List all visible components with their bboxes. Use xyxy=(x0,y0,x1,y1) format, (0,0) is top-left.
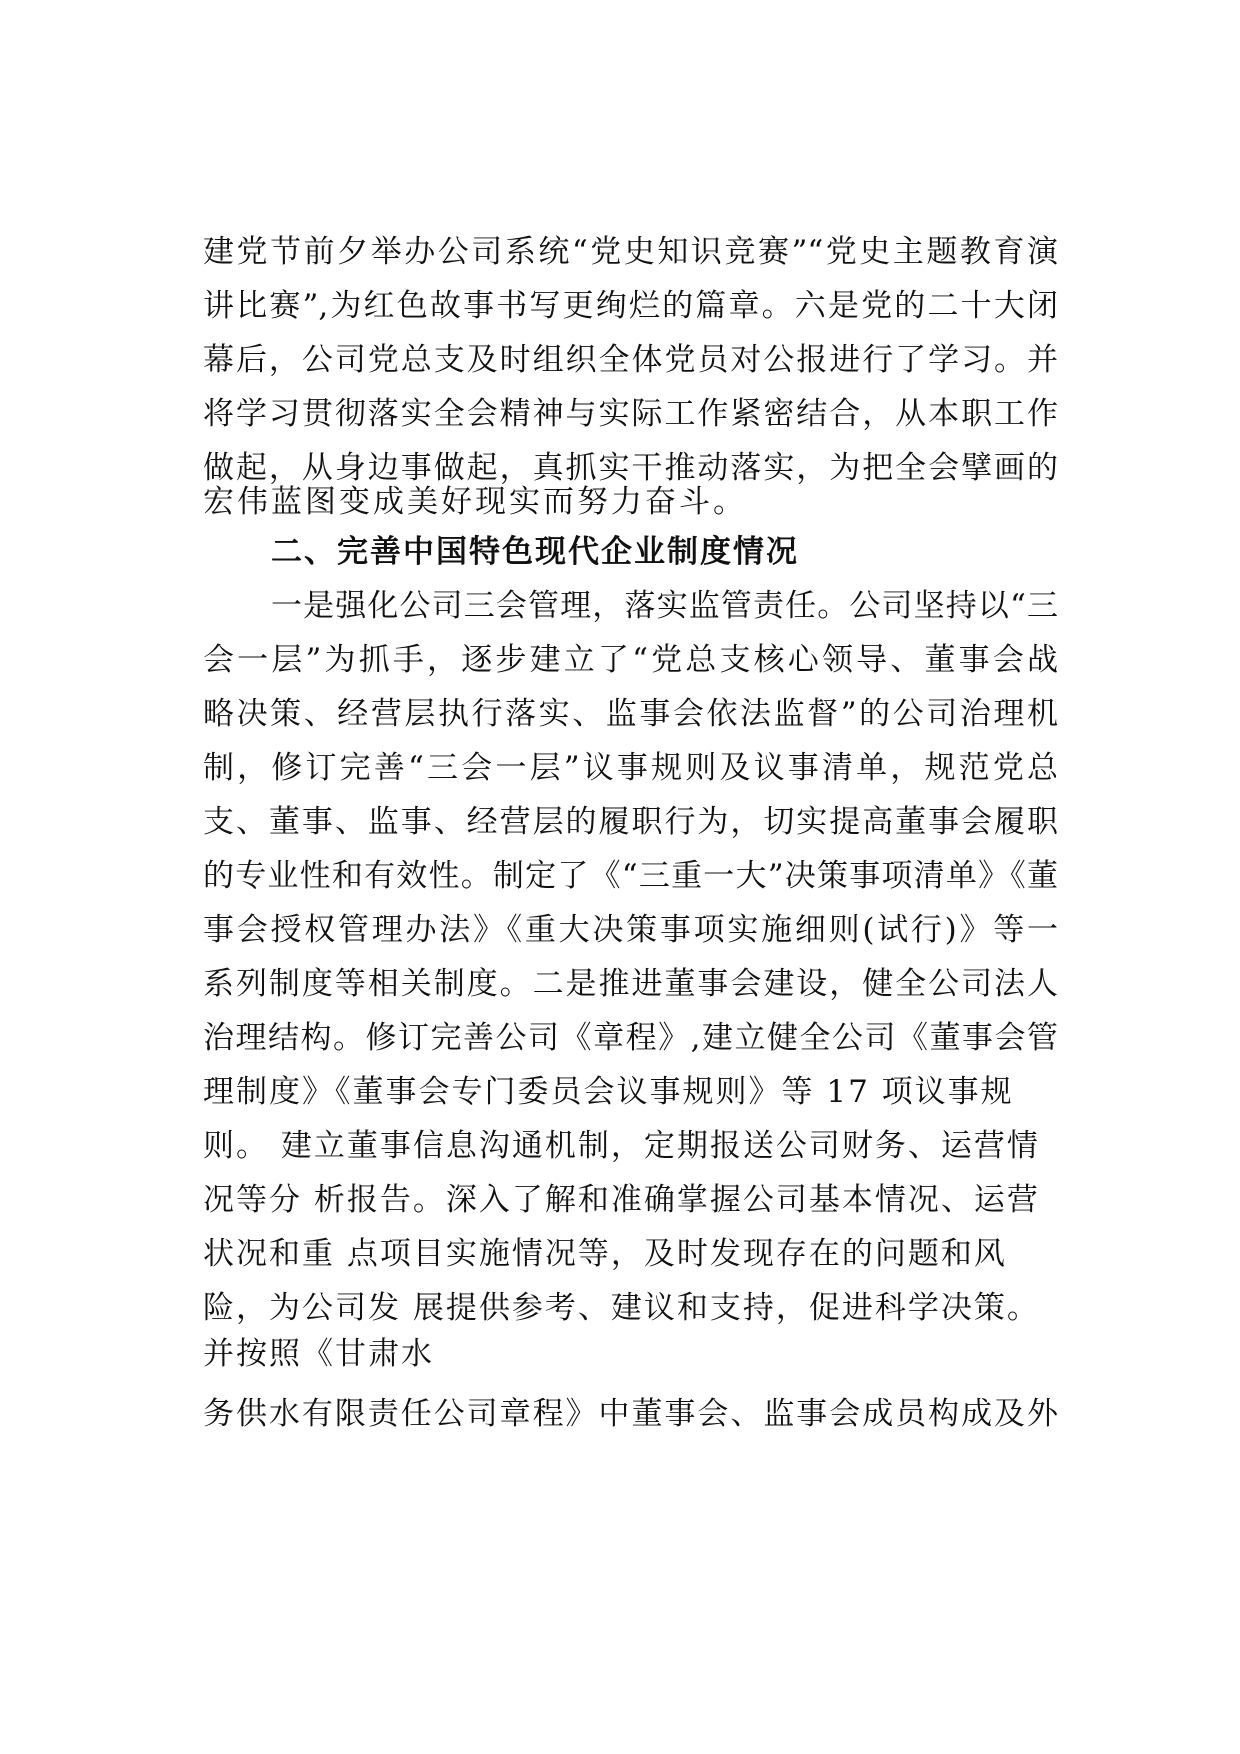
paragraph-line: 一是强化公司三会管理，落实监管责任。公司坚持以“三 xyxy=(271,588,1058,624)
paragraph-line: 略决策、经营层执行落实、监事会依法监督”的公司治理机 xyxy=(203,696,1058,732)
paragraph-line: 建党节前夕举办公司系统“党史知识竞赛”“党史主题教育演 xyxy=(203,234,1058,270)
paragraph-line: 事会授权管理办法》《重大决策事项实施细则(试行)》等一 xyxy=(203,912,1058,948)
paragraph-line: 务供水有限责任公司章程》中董事会、监事会成员构成及外 xyxy=(203,1396,1058,1432)
paragraph-line: 理制度》《董事会专门委员会议事规则》等 17 项议事规 xyxy=(203,1074,1014,1110)
paragraph-line: 则。 建立董事信息沟通机制，定期报送公司财务、运营情 xyxy=(203,1128,1040,1164)
paragraph-line: 将学习贯彻落实全会精神与实际工作紧密结合，从本职工作 xyxy=(203,396,1058,432)
paragraph-line: 状况和重 点项目实施情况等，及时发现存在的问题和风 xyxy=(203,1236,1007,1272)
paragraph-line: 制，修订完善“三会一层”议事规则及议事清单，规范党总 xyxy=(203,750,1058,786)
paragraph-line: 支、董事、监事、经营层的履职行为，切实提高董事会履职 xyxy=(203,804,1058,840)
paragraph-line: 系列制度等相关制度。二是推进董事会建设，健全公司法人 xyxy=(203,966,1058,1002)
paragraph-line: 治理结构。修订完善公司《章程》,建立健全公司《董事会管 xyxy=(203,1020,1058,1056)
paragraph-line: 会一层”为抓手，逐步建立了“党总支核心领导、董事会战 xyxy=(203,642,1058,678)
paragraph-line: 宏伟蓝图变成美好现实而努力奋斗。 xyxy=(203,484,747,520)
paragraph-line: 况等分 析报告。深入了解和准确掌握公司基本情况、运营 xyxy=(203,1182,1040,1218)
paragraph-line: 讲比赛”,为红色故事书写更绚烂的篇章。六是党的二十大闭 xyxy=(203,288,1058,324)
paragraph-line: 险，为公司发 展提供参考、建议和支持，促进科学决策。 xyxy=(203,1290,1040,1326)
paragraph-line: 并按照《甘肃水 xyxy=(203,1336,434,1372)
paragraph-line: 做起，从身边事做起，真抓实干推动落实，为把全会擘画的 xyxy=(203,450,1058,486)
section-heading: 二、完善中国特色现代企业制度情况 xyxy=(271,534,799,570)
paragraph-line: 幕后，公司党总支及时组织全体党员对公报进行了学习。并 xyxy=(203,342,1058,378)
paragraph-line: 的专业性和有效性。制定了《“三重一大”决策事项清单》《董 xyxy=(203,858,1058,894)
